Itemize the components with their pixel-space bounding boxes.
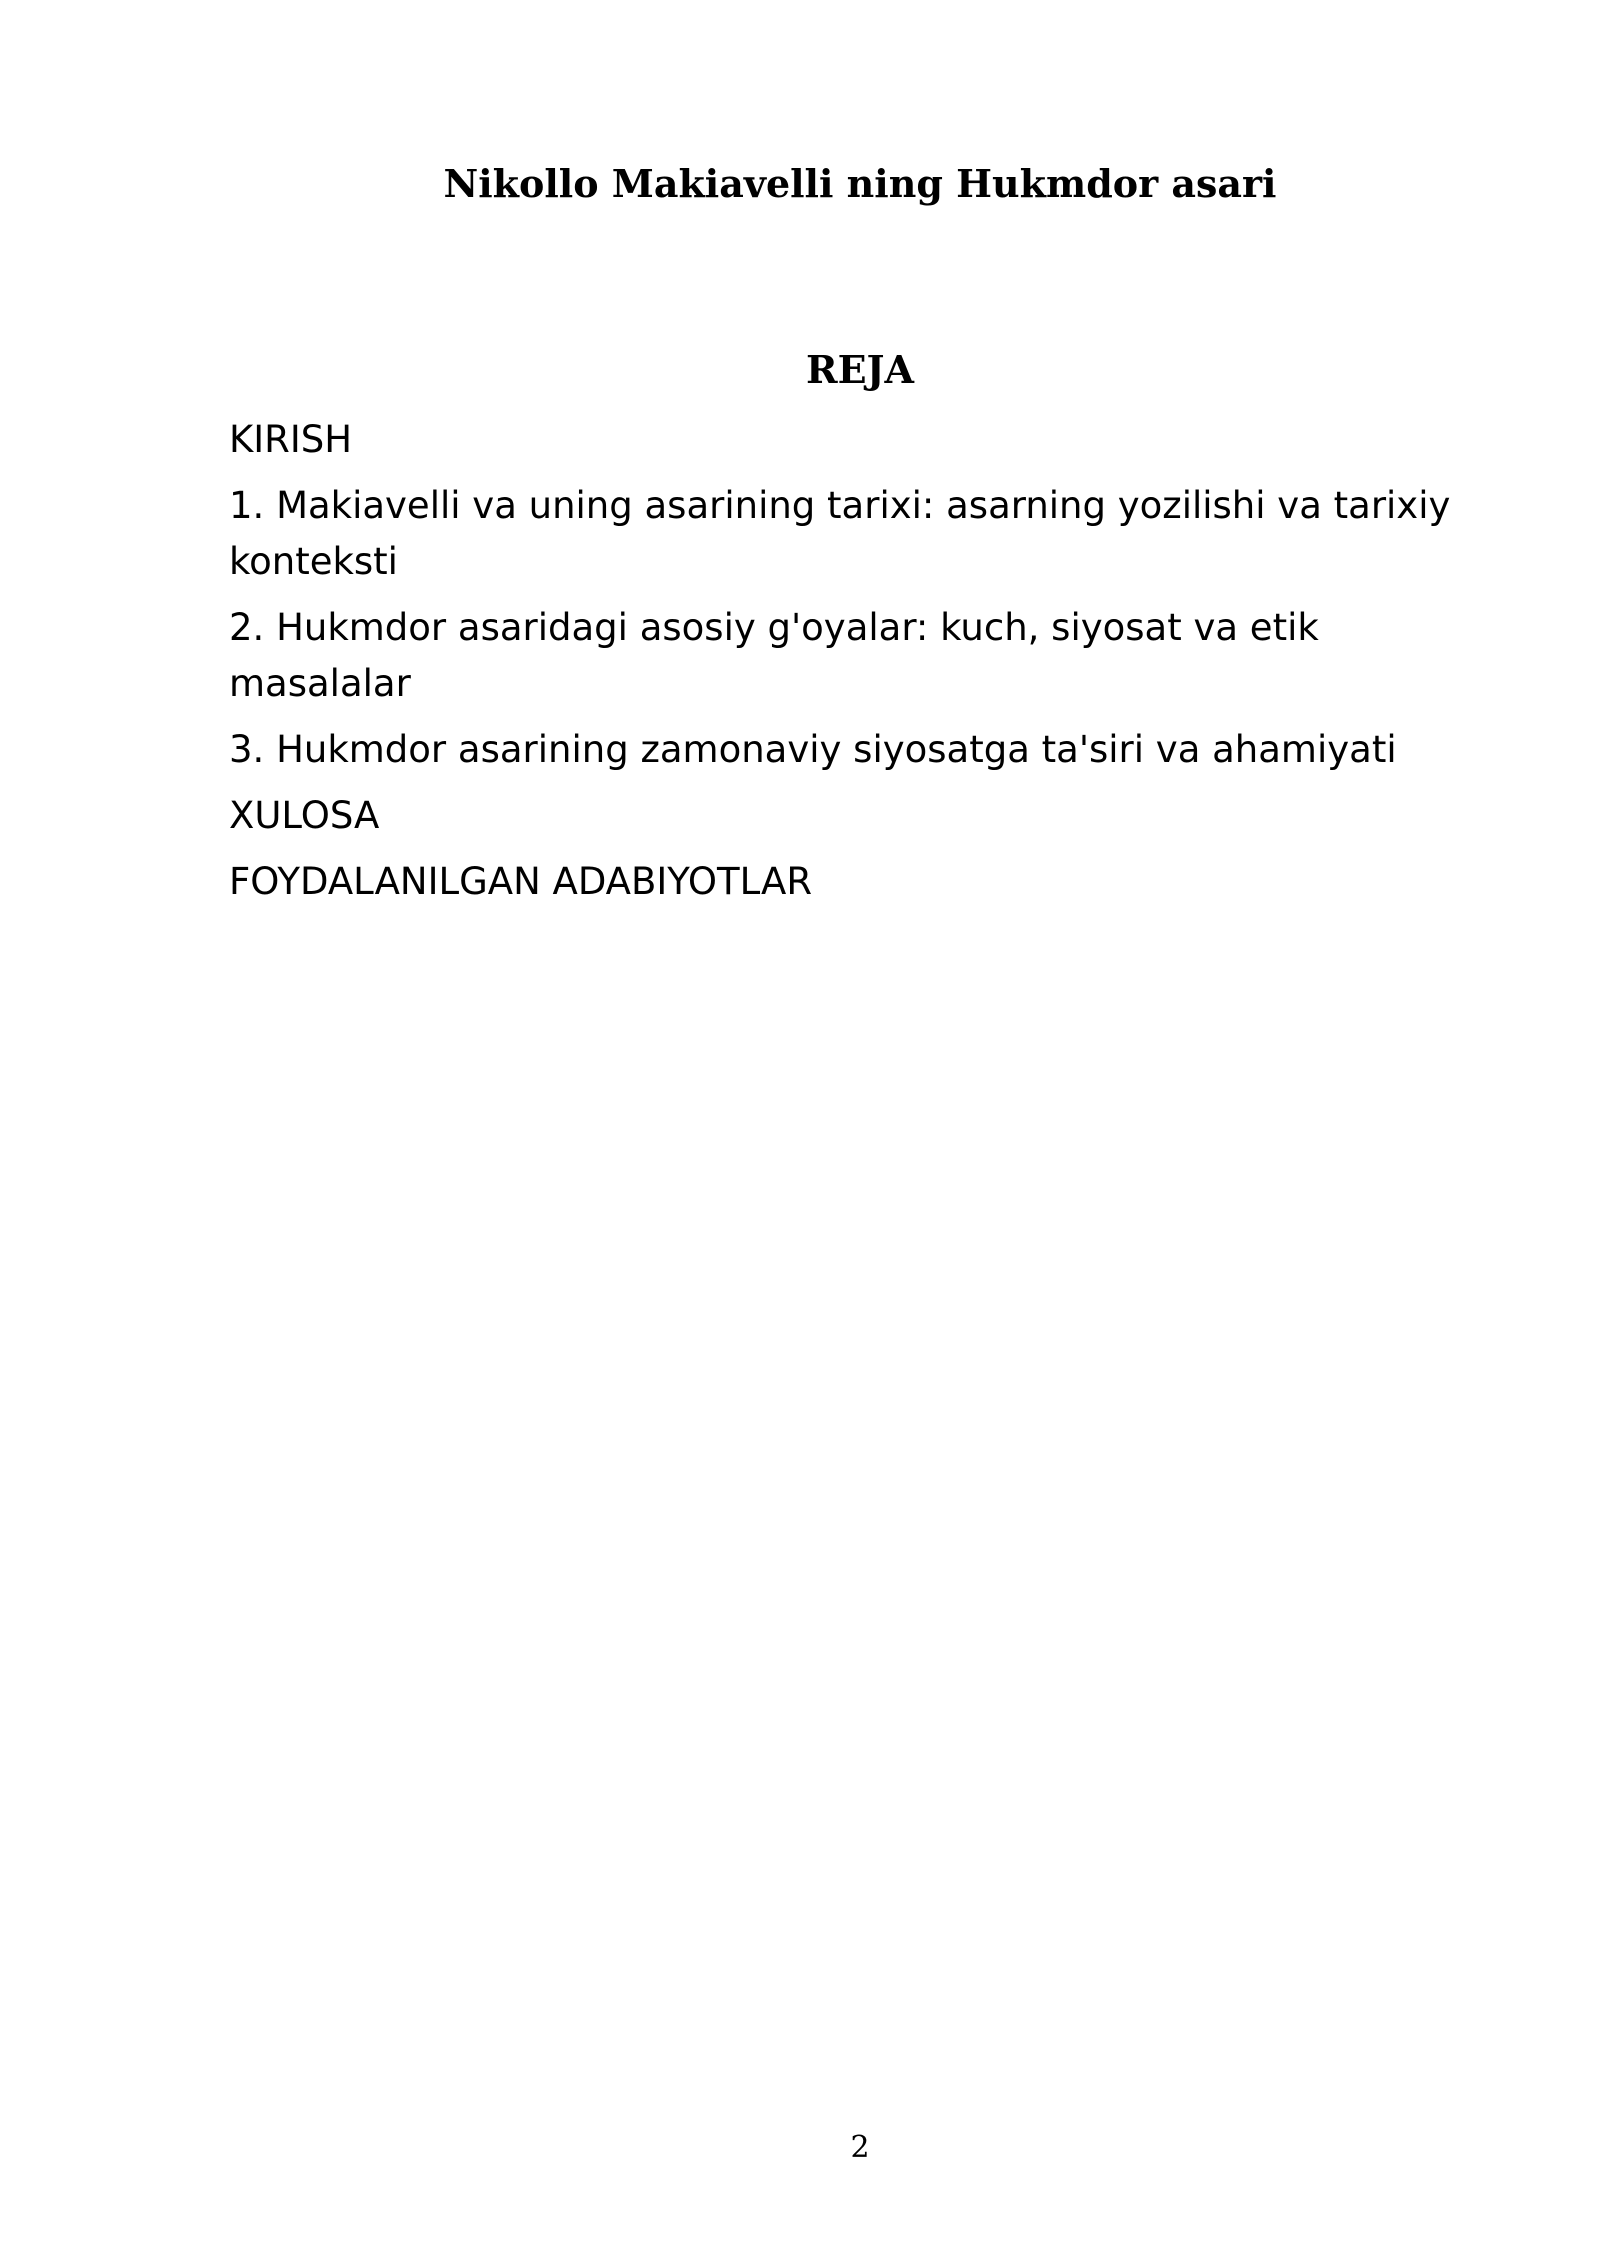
plan-list [229, 412, 1459, 920]
plan-item-introduction: KIRISH [229, 418, 353, 461]
plan-item-references: FOYDALANILGAN ADABIYOTLAR [229, 860, 813, 903]
plan-item-chapter-1: 1. Makiavelli va uning asarining tarixi: asarning yozilishi va tarixiy konteksti [229, 484, 1451, 583]
plan-item-conclusion: XULOSA [229, 794, 380, 837]
plan-item-chapter-2: 2. Hukmdor asaridagi asosiy g'oyalar: kuch, siyosat va etik masalalar [229, 606, 1319, 705]
page-number: 2 [850, 2130, 870, 2165]
plan-heading: REJA [805, 347, 914, 392]
plan-item-chapter-3: 3. Hukmdor asarining zamonaviy siyosatga ta'siri va ahamiyati [229, 728, 1397, 771]
document-title: Nikollo Makiavelli ning Hukmdor asari [443, 161, 1277, 206]
